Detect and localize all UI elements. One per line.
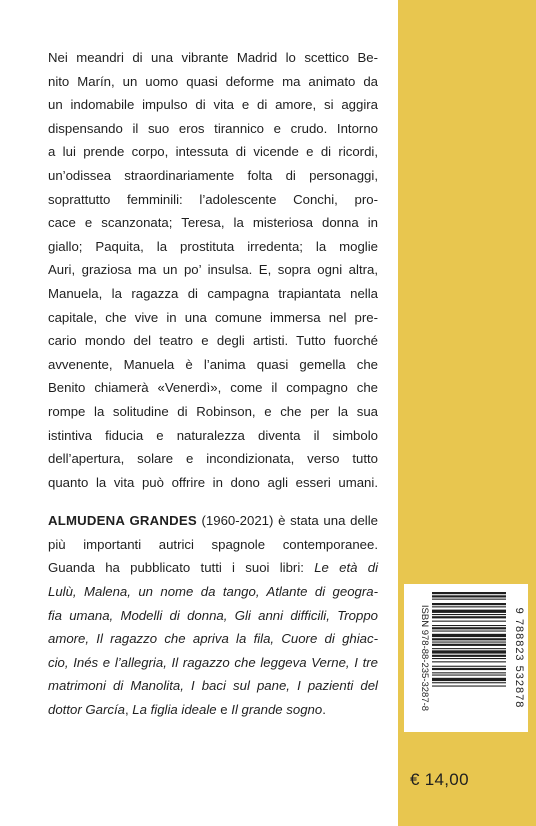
book-titles: cio, Inés e l’allegria, Il ragazzo che leggeva Verne, I tre bbox=[48, 654, 378, 670]
book-titles: Le età di bbox=[314, 560, 378, 576]
isbn-text: ISBN 978-88-235-3287-8 bbox=[419, 604, 430, 712]
barcode-bar bbox=[432, 595, 506, 597]
book-title: La figlia ideale bbox=[132, 702, 217, 718]
blurb-line: Nei meandri di una vibrante Madrid lo scettico Be- bbox=[48, 50, 378, 65]
bio-text: . bbox=[322, 702, 326, 718]
blurb-line: istintiva fiducia e naturalezza diventa il simbolo bbox=[48, 427, 378, 443]
book-title: Il grande sogno bbox=[231, 702, 323, 718]
barcode-bar bbox=[432, 642, 506, 643]
barcode-bar bbox=[432, 675, 506, 676]
barcode-bar bbox=[432, 603, 506, 605]
book-titles: Lulù, Malena, un nome da tango, Atlante di geogra- bbox=[48, 584, 378, 600]
blurb-line: avvenente, Manuela è l’anima quasi gemella che bbox=[48, 356, 378, 372]
bio-line bbox=[48, 556, 378, 580]
bio-line: più importanti autrici spagnole contemporanee. bbox=[48, 536, 378, 552]
blurb-line: capitale, che vive in una comune immersa nel pre- bbox=[48, 309, 378, 325]
blurb-line: un’odissea straordinariamente folta di personaggi, bbox=[48, 167, 378, 183]
blurb-line: Auri, graziosa ma un po’ insulsa. E, sopra ogni altra, bbox=[48, 262, 378, 278]
barcode-graphic bbox=[404, 584, 528, 732]
barcode-bar bbox=[432, 644, 506, 646]
barcode-bar bbox=[432, 592, 506, 594]
barcode-bar bbox=[432, 634, 506, 637]
blurb-line: Manuela, la ragazza di campagna trapiantata nella bbox=[48, 285, 378, 301]
blurb-line: soprattutto femminili: l’adolescente Conchi, pro- bbox=[48, 191, 378, 207]
bio-text: Guanda ha pubblicato tutti i suoi libri: bbox=[48, 560, 315, 576]
barcode-bar bbox=[432, 661, 506, 662]
barcode-bar bbox=[432, 614, 506, 615]
author-bio bbox=[48, 509, 378, 721]
barcode-bar bbox=[432, 627, 506, 629]
barcode bbox=[404, 584, 528, 732]
blurb-line: rompe la solitudine di Robinson, e che per la sua bbox=[48, 403, 378, 419]
author-name: ALMUDENA GRANDES bbox=[48, 513, 197, 529]
price-label: € 14,00 bbox=[410, 770, 469, 789]
barcode-bar bbox=[432, 599, 506, 600]
back-cover-text bbox=[48, 46, 378, 722]
bio-text: , bbox=[124, 702, 133, 718]
blurb-line: nito Marín, un uomo quasi deforme ma animato da bbox=[48, 73, 378, 89]
barcode-bar bbox=[432, 668, 506, 670]
blurb-line: a lui prende corpo, intessuta di vicende e di ricordi, bbox=[48, 144, 378, 160]
book-titles: matrimoni di Manolita, I baci sul pane, I pazienti del bbox=[48, 678, 378, 694]
barcode-bar bbox=[432, 686, 506, 687]
blurb-line: dell’apertura, solare e incondizionata, verso tutto bbox=[48, 451, 378, 467]
bio-line bbox=[48, 509, 378, 533]
blurb-line: Benito chiamerà «Venerdì», come il compagno che bbox=[48, 380, 378, 396]
barcode-digits: 9 788823 532878 bbox=[513, 607, 525, 709]
bio-text: e bbox=[216, 702, 232, 718]
blurb-line: cace e scanzonata; Teresa, la misteriosa donna in bbox=[48, 215, 378, 231]
blurb-line: dispensando il suo eros tirannico e crudo. Intorno bbox=[48, 120, 378, 136]
blurb-line: cario mondo del teatro e degli artisti. Tutto fuorché bbox=[48, 333, 378, 349]
book-titles: amore, Il ragazzo che apriva la fila, Cuore di ghiac- bbox=[48, 631, 378, 647]
barcode-bar bbox=[432, 621, 506, 622]
barcode-bar bbox=[432, 610, 506, 613]
blurb-paragraph bbox=[48, 46, 378, 494]
author-years: (1960-2021) è stata una delle bbox=[196, 513, 378, 529]
barcode-bar bbox=[432, 672, 506, 673]
bio-line bbox=[48, 698, 378, 722]
barcode-bars bbox=[432, 592, 506, 687]
book-titles: fia umana, Modelli di donna, Gli anni difficili, Troppo bbox=[48, 607, 378, 623]
barcode-bar bbox=[432, 682, 506, 683]
barcode-bar bbox=[432, 648, 506, 649]
blurb-line: un indomabile impulso di vita e di amore, si aggira bbox=[48, 97, 378, 113]
blurb-line: quanto la vita può offrire in dono agli esseri umani. bbox=[48, 474, 378, 490]
barcode-bar bbox=[432, 638, 506, 640]
barcode-bar bbox=[432, 625, 506, 626]
blurb-line: giallo; Paquita, la prostituta irredenta; la moglie bbox=[48, 238, 378, 254]
barcode-bar bbox=[432, 650, 506, 653]
barcode-bar bbox=[432, 658, 506, 659]
barcode-bar bbox=[432, 606, 506, 607]
barcode-bar bbox=[432, 631, 506, 632]
barcode-bar bbox=[432, 666, 506, 667]
barcode-bar bbox=[432, 655, 506, 657]
barcode-bar bbox=[432, 678, 506, 681]
barcode-bar bbox=[432, 616, 506, 618]
book-title: dottor García bbox=[48, 702, 125, 718]
